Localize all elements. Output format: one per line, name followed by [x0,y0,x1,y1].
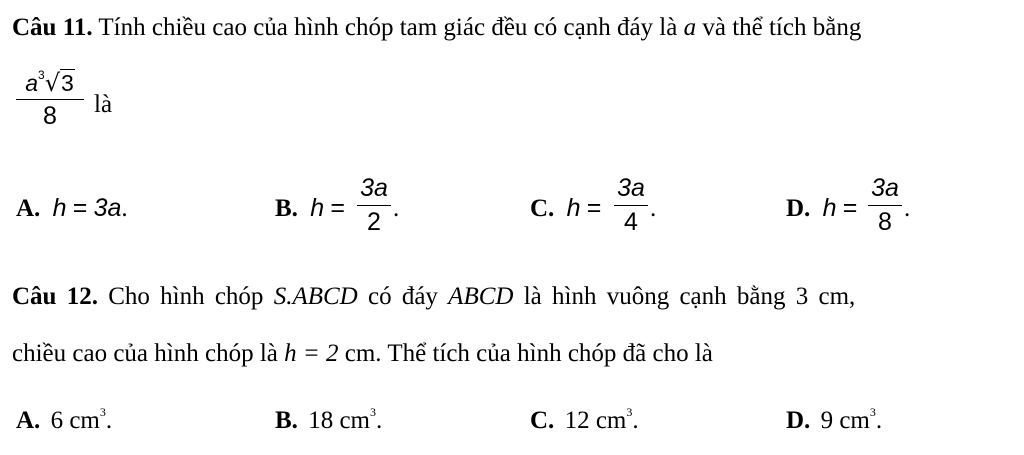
q11-volume-fraction: $a^3√3$ 8 [16,71,84,129]
q11-option-b-fraction: 3a 2 [357,176,391,235]
q11-label: Câu 11. [12,14,93,41]
q12-h-expr: h = 2 [284,340,339,367]
q12-option-d: D. 9 $cm^3$. [786,405,883,434]
q12-text1: Cho hình chóp [108,283,264,310]
q11-frac-den: 8 [43,102,57,130]
q11-text: Tính chiều cao của hình chóp tam giác đều có cạnh đáy là [98,14,678,41]
q11-option-c: C. h = [530,194,602,222]
q12-line1 [12,284,855,309]
q11-option-b: B. h = [275,194,345,222]
q12-option-b: B. 18 $cm^3$. [275,405,383,434]
q12-option-c: C. 12 $cm^3$. [530,405,639,434]
q11-var-a: a [683,14,697,41]
q11-option-d-fraction: 3a 8 [868,176,902,235]
q11-option-b-letter: B. [275,195,298,222]
q11-text-after: là [94,91,113,118]
q11-option-c-letter: C. [530,195,555,222]
q11-option-a: A. h = 3a. [16,194,128,222]
q12-line2-text2: cm. Thể tích của hình chóp đã cho là [344,340,713,367]
q12-line2-text1: chiều cao của hình chóp là [12,340,278,367]
q11-option-a-letter: A. [16,195,41,222]
q11-frac-bar [16,99,84,100]
q11-line1 [12,15,861,40]
q11-option-d: D. h = [786,194,858,222]
q11-frac-num-exp: 3 [38,68,45,82]
q11-text2: và thể tích bằng [702,14,862,41]
q12-text3: là hình vuông cạnh bằng 3 cm, [523,283,856,310]
q12-option-a: A. 6 $cm^3$. [16,405,113,434]
q12-label: Câu 12. [12,283,98,310]
q11-option-d-letter: D. [786,195,811,222]
q11-option-c-fraction: 3a 4 [614,176,648,235]
q12-text2: có đáy [367,283,438,310]
q11-frac-num-a: a [25,70,38,96]
q11-frac-num-sqrt: 3 [60,70,74,96]
q12-base: ABCD [448,283,514,310]
q12-pyramid: S.ABCD [273,283,358,310]
q12-line2 [12,341,713,366]
